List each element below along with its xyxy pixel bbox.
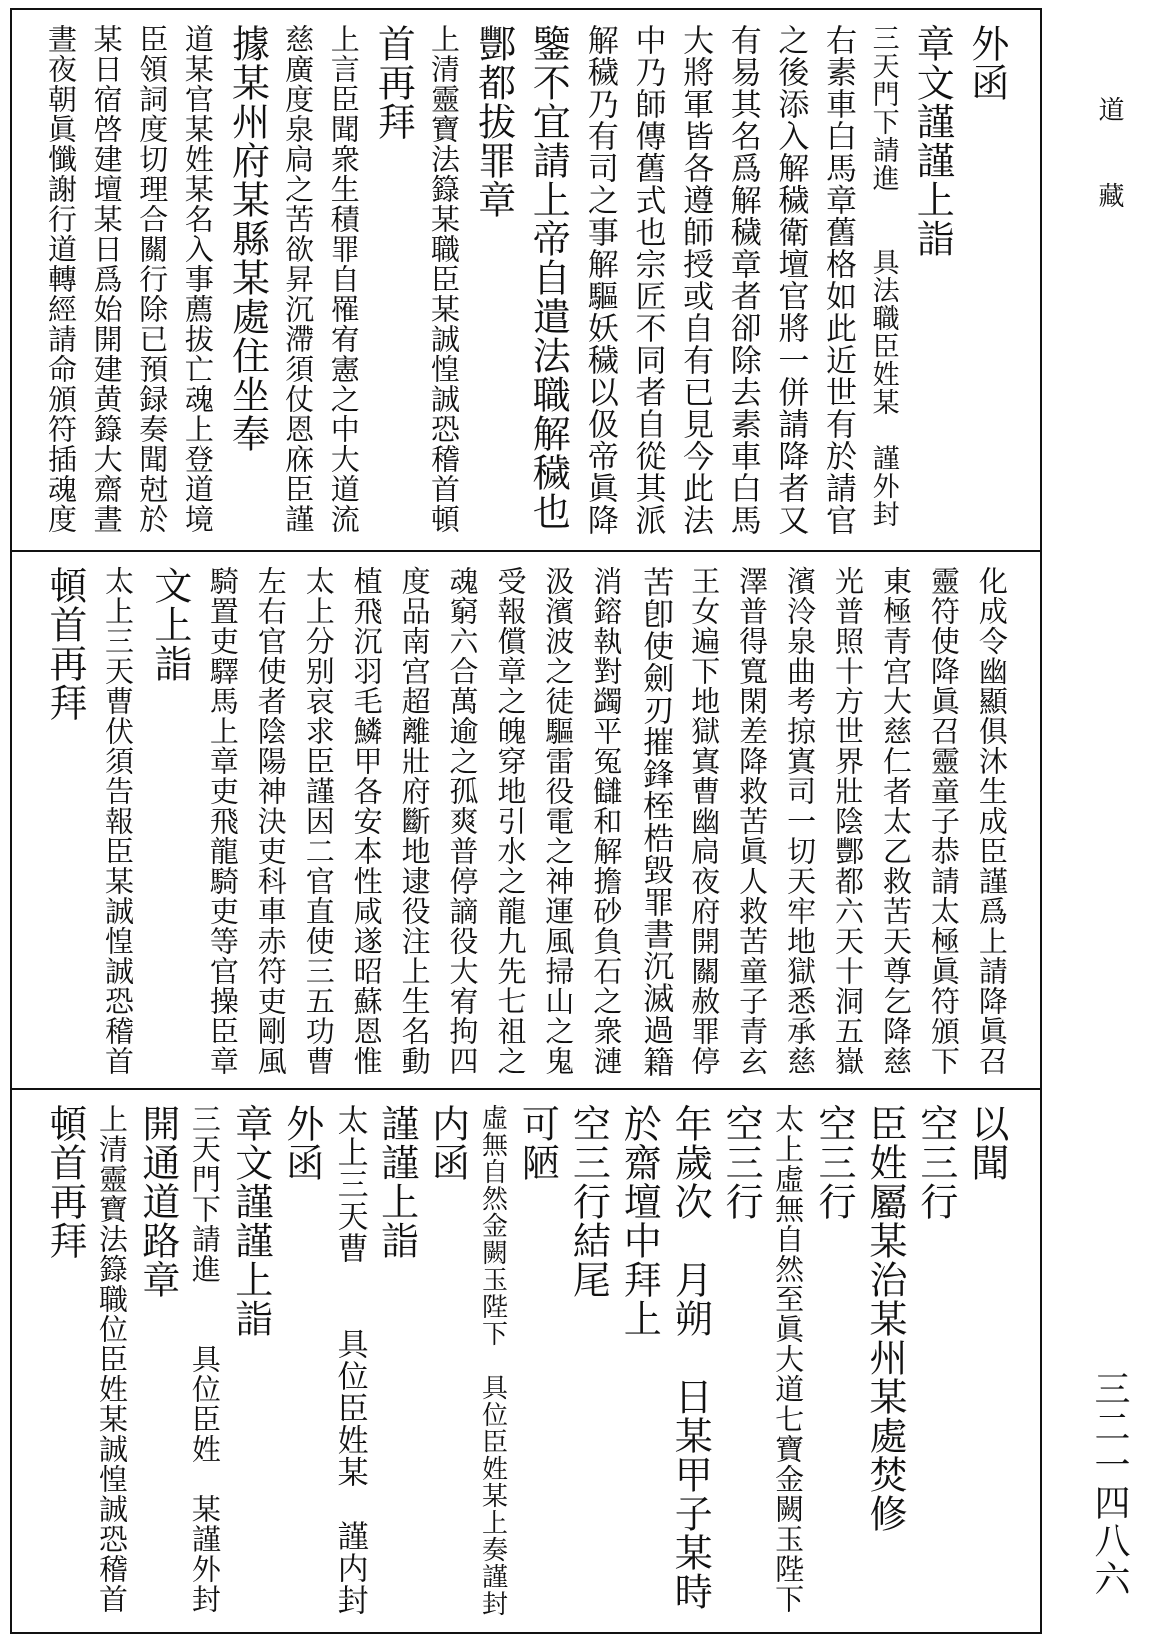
text-column: 太上分别哀求臣謹因二官直使三五功曹 bbox=[301, 566, 336, 1076]
page-margin bbox=[1043, 0, 1153, 1646]
text-column: 受報償章之魄穿地引水之龍九先七祖之 bbox=[493, 566, 528, 1076]
text-column: 頓首再拜 bbox=[43, 566, 87, 722]
text-column: 消鎔執對蠲平冤讎和解擔砂負石之衆漣 bbox=[589, 566, 624, 1076]
text-column: 中乃師傳舊式也宗匠不同者自從其派 bbox=[629, 24, 666, 536]
text-column: 道某官某姓某名入事薦拔亡魂上登道境 bbox=[180, 24, 215, 534]
text-column: 以聞 bbox=[964, 1104, 1009, 1182]
text-column: 魂窮六合萬逾之孤爽普停謫役大宥拘四 bbox=[445, 566, 480, 1076]
text-panel-bottom bbox=[12, 1088, 1040, 1632]
text-column: 空三行 bbox=[913, 1104, 958, 1221]
text-column: 空三行 bbox=[719, 1104, 764, 1221]
text-column: 光普照十方世界壯陰酆都六天十洞五嶽 bbox=[831, 566, 865, 1076]
text-column: 内函 bbox=[425, 1104, 470, 1182]
text-panel-middle bbox=[12, 550, 1040, 1088]
text-column: 空三行結尾 bbox=[566, 1104, 611, 1299]
text-column: 三天門下請進 具位臣姓 某謹外封 bbox=[187, 1104, 222, 1614]
text-column: 有易其名爲解穢章者卻除去素車白馬 bbox=[724, 24, 761, 536]
text-column: 東極青宫大慈仁者太乙救苦天尊乞降慈 bbox=[878, 566, 913, 1076]
text-column: 度品南宫超離壯府斷地逮役注上生名動 bbox=[397, 566, 432, 1076]
text-column: 章文謹謹上詣 bbox=[228, 1104, 273, 1338]
text-column: 章文謹謹上詣 bbox=[910, 24, 955, 258]
text-column: 外函 bbox=[964, 24, 1009, 102]
text-column: 汲濱波之徒驅雷役電之神運風掃山之鬼 bbox=[541, 566, 576, 1076]
text-column: 太上虛無自然至眞大道七寶金闕玉陛下 bbox=[771, 1104, 806, 1614]
page-frame bbox=[10, 8, 1042, 1634]
text-column: 謹謹上詣 bbox=[374, 1104, 419, 1260]
text-column: 晝夜朝眞懺謝行道轉經請命頒符插魂度 bbox=[44, 24, 78, 534]
text-column: 左右官使者陰陽神決吏科車赤符吏剛風 bbox=[253, 566, 288, 1076]
text-column: 臣領詞度切理合關行除已預録奏聞尅於 bbox=[135, 24, 170, 534]
text-column: 三天門下請進 具法職臣姓某 謹外封 bbox=[867, 24, 899, 528]
text-column: 酆都拔罪章 bbox=[471, 24, 516, 219]
text-column: 開通道路章 bbox=[135, 1104, 180, 1299]
text-column: 慈廣度泉扃之苦欲昇沉滯須仗恩庥臣謹 bbox=[281, 24, 316, 534]
text-column: 外函 bbox=[279, 1104, 324, 1182]
text-column: 頓首再拜 bbox=[43, 1104, 87, 1260]
page-number: 三二一四八六 bbox=[1089, 1370, 1130, 1598]
text-column: 濱泠泉曲考掠寘司一切天牢地獄悉承慈 bbox=[783, 566, 818, 1076]
text-column: 解穢乃有司之事解驅妖穢以伋帝眞降 bbox=[581, 24, 618, 536]
column-group bbox=[44, 24, 1009, 540]
text-panel-top bbox=[12, 10, 1040, 550]
text-column: 上清靈寶法籙某職臣某誠惶誠恐稽首頓 bbox=[427, 24, 461, 534]
column-group bbox=[43, 1104, 1009, 1622]
text-column: 右素車白馬章舊格如此近世有於請官 bbox=[820, 24, 856, 536]
text-column: 上清靈寶法籙職位臣姓某誠惶誠恐稽首 bbox=[94, 1104, 129, 1614]
text-column: 年歲次 月朔 日某甲子某時 bbox=[668, 1104, 713, 1611]
text-column: 太上三天曹 具位臣姓某 謹内封 bbox=[331, 1104, 368, 1616]
text-column: 於齋壇中拜上 bbox=[617, 1104, 662, 1338]
text-column: 臣姓屬某治某州某處焚修 bbox=[862, 1104, 907, 1533]
text-column: 王女遍下地獄寘曹幽扃夜府開關赦罪停 bbox=[687, 566, 722, 1076]
text-column: 可陋 bbox=[515, 1104, 560, 1182]
text-column: 苦卽使劍刃摧鋒桎梏毀罪書沉滅過籍 bbox=[637, 566, 674, 1078]
text-column: 鑒不宜請上帝自遣法職解穢也 bbox=[526, 24, 571, 531]
text-column: 騎置吏驛馬上章吏飛龍騎吏等官操臣章 bbox=[205, 566, 240, 1076]
text-column: 某日宿啓建壇某日爲始開建黄籙大齋晝 bbox=[89, 24, 124, 534]
text-column: 空三行 bbox=[812, 1104, 856, 1221]
text-column: 首再拜 bbox=[371, 24, 416, 141]
text-column: 之後添入解穢衛壇官將一併請降者又 bbox=[772, 24, 809, 536]
text-column: 據某州府某縣某處住坐奉 bbox=[225, 24, 270, 453]
text-column: 虛無自然金闕玉陛下 具位臣姓某上奏謹封 bbox=[477, 1104, 508, 1617]
text-column: 澤普得寬閑差降救苦眞人救苦童子青玄 bbox=[735, 566, 770, 1076]
text-column: 靈符使降眞召靈童子恭請太極眞符頒下 bbox=[926, 566, 961, 1076]
collection-title: 道藏 bbox=[1094, 96, 1124, 268]
text-column: 文上詣 bbox=[147, 566, 192, 683]
text-column: 化成令幽顯俱沐生成臣謹爲上請降眞召 bbox=[974, 566, 1009, 1076]
column-group bbox=[43, 566, 1009, 1078]
text-column: 植飛沉羽毛鱗甲各安本性咸遂昭蘇恩惟 bbox=[349, 566, 384, 1076]
text-column: 太上三天曹伏須告報臣某誠惶誠恐稽首 bbox=[100, 566, 135, 1076]
text-column: 上言臣聞衆生積罪自罹宥憲之中大道流 bbox=[326, 24, 361, 534]
text-column: 大將軍皆各遵師授或自有已見今此法 bbox=[677, 24, 714, 536]
